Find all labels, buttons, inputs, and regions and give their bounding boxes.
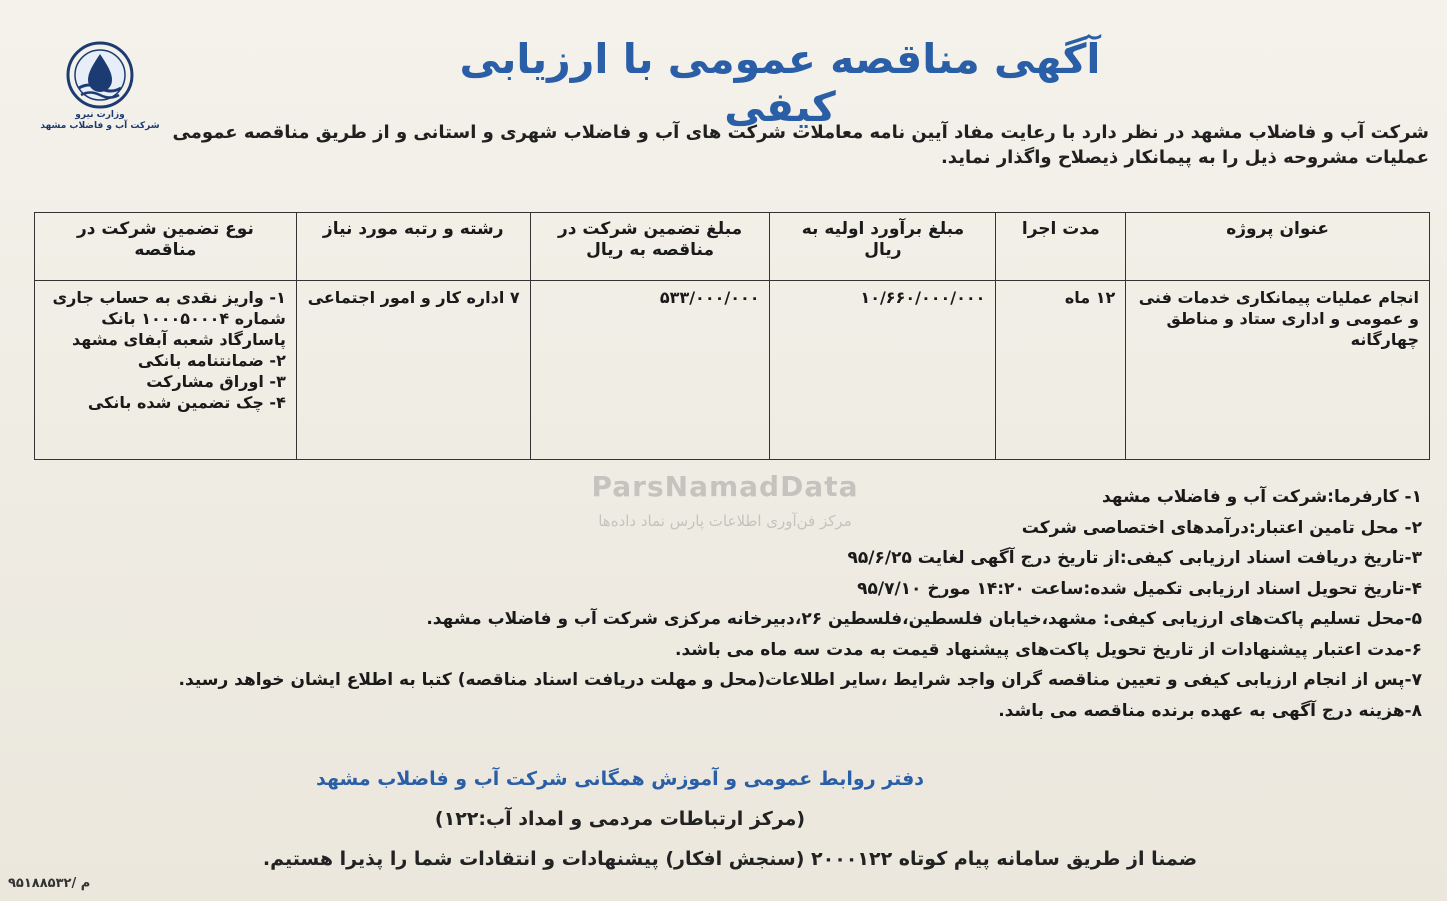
list-item: ۵-محل تسلیم پاکت‌های ارزیابی کیفی: مشهد،خیابان فلسطین،فلسطین ۲۶،دبیرخانه مرکزی شرکت آب و فاضلاب مشهد. — [426, 609, 1422, 629]
guarantee-type-line: ۱- واریز نقدی به حساب جاری — [52, 288, 286, 307]
header-project-title: عنوان پروژه — [1126, 213, 1430, 281]
list-item: ۴-تاریخ تحویل اسناد ارزیابی تکمیل شده:ساعت ۱۴:۲۰ مورخ ۹۵/۷/۱۰ — [857, 578, 1422, 599]
header-duration: مدت اجرا — [996, 213, 1126, 281]
watermark-brand: ParsNamadData — [591, 470, 859, 503]
tender-table — [34, 212, 1430, 460]
cell-estimate: ۱۰/۶۶۰/۰۰۰/۰۰۰ — [770, 281, 996, 460]
logo-caption-ministry: وزارت نیرو — [75, 110, 125, 120]
cell-project-title: انجام عملیات پیمانکاری خدمات فنی و عمومی و اداری ستاد و مناطق چهارگانه — [1126, 281, 1430, 460]
ad-title: آگهی مناقصه عمومی با ارزیابی کیفی — [459, 35, 1101, 131]
intro-paragraph: شرکت آب و فاضلاب مشهد در نظر دارد با رعایت مفاد آیین نامه معاملات شرکت های آب و فاضلاب شهری و استانی و از طریق مناقصه عمومی عملیات مشروحه ذیل را به پیمانکار ذیصلاح واگذار نماید. — [172, 122, 1429, 168]
guarantee-type-line: ۲- ضمانتنامه بانکی — [137, 351, 286, 370]
footer-sms-note: ضمنا از طریق سامانه پیام کوتاه ۲۰۰۰۱۲۲ (سنجش افکار) پیشنهادات و انتقادات شما را پذیرا هستیم. — [262, 848, 1198, 870]
guarantee-type-line: ۴- چک تضمین شده بانکی — [87, 393, 286, 412]
cell-guarantee-amount: ۵۳۳/۰۰۰/۰۰۰ — [530, 281, 770, 460]
header-estimate: مبلغ برآورد اولیه به ریال — [770, 213, 996, 281]
logo-caption-company: شرکت آب و فاضلاب مشهد — [40, 121, 160, 131]
table-header-row — [35, 213, 1430, 281]
guarantee-type-line: ۳- اوراق مشارکت — [146, 372, 286, 391]
guarantee-type-line: پاسارگاد شعبه آبفای مشهد — [71, 330, 286, 349]
conditions-list — [90, 482, 1422, 726]
header-guarantee-type: نوع تضمین شرکت در مناقصه — [35, 213, 297, 281]
list-item: ۳-تاریخ دریافت اسناد ارزیابی کیفی:از تاریخ درج آگهی لغایت ۹۵/۶/۲۵ — [847, 548, 1422, 568]
water-drop-logo-icon — [57, 40, 143, 110]
header-guarantee-amount: مبلغ تضمین شرکت در مناقصه به ریال — [530, 213, 770, 281]
list-item: ۲- محل تامین اعتبار:درآمدهای اختصاصی شرکت — [1021, 517, 1422, 538]
list-item: ۸-هزینه درج آگهی به عهده برنده مناقصه می باشد. — [998, 700, 1422, 721]
footer-call-center: (مرکز ارتباطات مردمی و امداد آب:۱۲۲) — [434, 808, 806, 830]
guarantee-type-line: شماره ۱۰۰۰۵۰۰۰۴ بانک — [101, 309, 286, 328]
table-row — [35, 281, 1430, 460]
header-field-rank: رشته و رتبه مورد نیاز — [296, 213, 530, 281]
list-item: ۱- کارفرما:شرکت آب و فاضلاب مشهد — [1102, 487, 1422, 507]
cell-guarantee-type — [35, 281, 297, 460]
list-item: ۷-پس از انجام ارزیابی کیفی و تعیین مناقصه گران واجد شرایط ،سایر اطلاعات(محل و مهلت دریافت اسناد مناقصه) کتبا به اطلاع ایشان خواهد رسید. — [178, 670, 1422, 690]
ad-code: ۹۵۱۸۸۵۳۲/ م — [8, 876, 91, 891]
cell-duration: ۱۲ ماه — [996, 281, 1126, 460]
company-logo — [30, 40, 170, 145]
footer-office: دفتر روابط عمومی و آموزش همگانی شرکت آب و فاضلاب مشهد — [315, 768, 925, 790]
cell-field-rank: ۷ اداره کار و امور اجتماعی — [296, 281, 530, 460]
watermark-subtitle: مرکز فن‌آوری اطلاعات پارس نماد داده‌ها — [598, 512, 852, 530]
list-item: ۶-مدت اعتبار پیشنهادات از تاریخ تحویل پاکت‌های پیشنهاد قیمت به مدت سه ماه می باشد. — [674, 639, 1422, 660]
